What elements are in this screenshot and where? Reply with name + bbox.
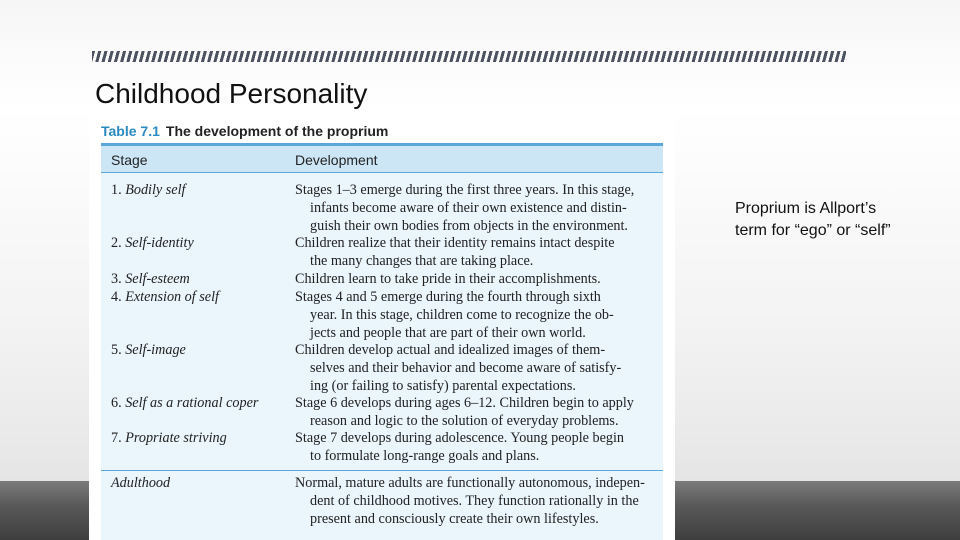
development-cell: Stages 1–3 emerge during the first three years. In this stage, infants become aware of their own existence and distin- guish their own bodies from objects in the environment. [295, 182, 635, 234]
table-divider [101, 470, 663, 471]
stage-cell: 1. Bodily self [111, 182, 186, 198]
header-development: Development [295, 152, 378, 168]
stage-cell: Adulthood [111, 475, 171, 491]
development-cell: Stage 6 develops during ages 6–12. Children begin to apply reason and logic to the solution of everyday problems. [295, 395, 634, 429]
stage-cell: 2. Self-identity [111, 235, 194, 251]
table-number: Table 7.1 [101, 123, 160, 139]
stage-cell: 4. Extension of self [111, 289, 219, 305]
table-image [89, 116, 675, 540]
decorative-hatch-bar [92, 51, 846, 62]
stage-cell: 3. Self-esteem [111, 271, 190, 287]
table-caption-text: The development of the proprium [165, 123, 389, 139]
proprium-note: Proprium is Allport’s term for “ego” or “self” [735, 200, 891, 239]
stage-cell: 5. Self-image [111, 342, 186, 358]
slide-title: Childhood Personality [95, 78, 368, 109]
table-caption [101, 123, 388, 139]
development-cell: Children learn to take pride in their accomplishments. [295, 271, 601, 287]
proprium-table [101, 143, 663, 540]
stage-cell: 7. Propriate striving [111, 430, 227, 446]
development-cell: Children realize that their identity remains intact despite the many changes that are taking place. [295, 235, 615, 269]
stage-cell: 6. Self as a rational coper [111, 395, 259, 411]
development-cell: Normal, mature adults are functionally autonomous, indepen- dent of childhood motives. They function rationally in the present and consciously create their own lifestyles. [295, 475, 645, 527]
development-cell: Children develop actual and idealized images of them- selves and their behavior and become aware of satisfy- ing (or failing to satisfy) parental expectations. [295, 342, 622, 394]
table-header [101, 143, 663, 173]
development-cell: Stages 4 and 5 emerge during the fourth through sixth year. In this stage, children come to recognize the ob- jects and people that are part of their own world. [295, 289, 614, 341]
header-stage: Stage [111, 152, 148, 168]
development-cell: Stage 7 develops during adolescence. Young people begin to formulate long-range goals and plans. [295, 430, 624, 464]
